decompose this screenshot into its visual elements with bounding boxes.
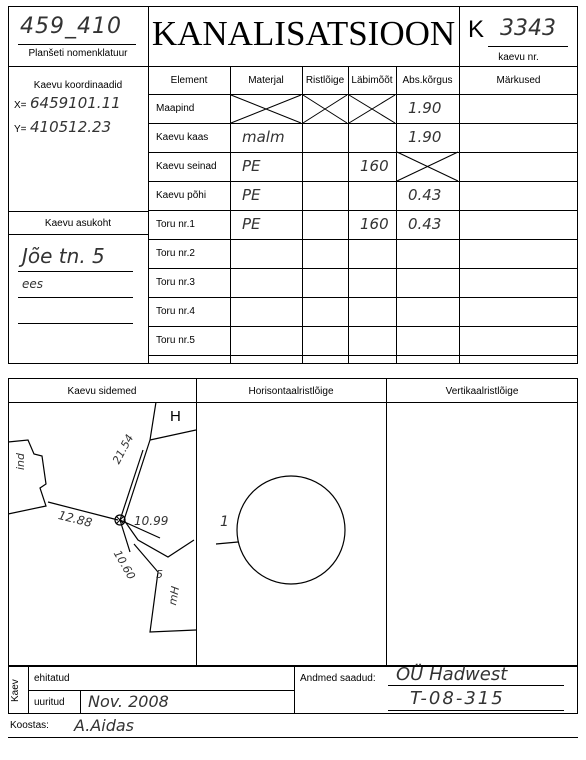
column-header-material: Materjal [248, 75, 284, 86]
row-label: Toru nr.2 [156, 248, 195, 259]
column-header-diameter: Läbimõõt [351, 75, 393, 86]
column-header-section: Ristlõige [305, 75, 345, 86]
tie-value: 10.60 [110, 548, 138, 582]
building-outline [124, 402, 194, 557]
horizontal-heading: Horisontaalristlõige [248, 386, 334, 397]
column-header-notes: Märkused [496, 75, 541, 86]
row-label: Kaevu seinad [156, 161, 217, 172]
table-cell: 1.90 [408, 128, 442, 146]
tie-value: 12.88 [56, 508, 94, 530]
table-cell: malm [242, 128, 285, 146]
cross-mark [231, 95, 301, 123]
building-label: ind [14, 452, 27, 470]
divider [28, 690, 294, 691]
pipe-label: 1 [220, 514, 229, 530]
well-circle [237, 476, 345, 584]
cross-mark [397, 152, 458, 181]
horizontal-section-drawing [196, 402, 386, 666]
tie-value: 21.54 [110, 432, 137, 467]
row-label: Maapind [156, 103, 195, 114]
location-line-2: ees [22, 277, 44, 291]
table-cell: 0.43 [408, 215, 442, 233]
well-ties-sketch [8, 402, 196, 666]
divider [386, 378, 387, 666]
divider [388, 710, 564, 711]
footer-side-label: Kaev [10, 679, 21, 702]
page-title: KANALISATSIOON [151, 14, 456, 53]
row-label: Toru nr.3 [156, 277, 195, 288]
well-label: kaevu nr. [498, 52, 539, 63]
data-from-label: Andmed saadud: [300, 673, 376, 684]
cross-mark [303, 95, 347, 123]
divider [388, 685, 564, 686]
column-header-element: Element [170, 75, 208, 86]
y-value: 410512.23 [30, 118, 112, 136]
table-cell: 0.43 [408, 186, 442, 204]
divider [80, 690, 81, 714]
table-cell: 1.90 [408, 99, 442, 117]
table-cell: 160 [360, 215, 389, 233]
row-label: Kaevu kaas [156, 132, 209, 143]
pipe-line [216, 542, 238, 544]
built-label: ehitatud [34, 673, 70, 684]
y-label: Y= [14, 124, 27, 135]
well-prefix: K [468, 16, 485, 43]
divider [8, 737, 578, 738]
building-label: mH [166, 585, 183, 607]
row-label: Toru nr.5 [156, 335, 195, 346]
building-label: H [170, 408, 181, 425]
building-outline [134, 544, 196, 632]
x-label: X= [14, 100, 27, 111]
vertical-heading: Vertikaalristlõige [445, 386, 519, 397]
row-label: Toru nr.4 [156, 306, 195, 317]
nomenclature-label: Planšeti nomenklatuur [28, 48, 128, 59]
table-cell: 160 [360, 157, 389, 175]
nomenclature-value: 459_410 [20, 14, 122, 39]
row-label: Toru nr.1 [156, 219, 195, 230]
location-heading: Kaevu asukoht [44, 218, 112, 229]
column-header-height: Abs.kõrgus [402, 75, 453, 86]
data-from-line-2: T-08-315 [410, 688, 505, 709]
tie-value: 10.99 [134, 514, 169, 528]
x-value: 6459101.11 [30, 94, 121, 112]
divider [294, 666, 295, 714]
building-label: 5 [156, 568, 163, 581]
building-outline [150, 430, 196, 440]
row-label: Kaevu põhi [156, 190, 207, 201]
surveyed-value: Nov. 2008 [88, 692, 169, 711]
well-number: 3343 [500, 16, 556, 41]
surveyed-label: uuritud [34, 697, 65, 708]
ties-heading: Kaevu sidemed [67, 386, 137, 397]
location-line-1: Jõe tn. 5 [22, 244, 105, 268]
data-from-line-1: OÜ Hadwest [396, 664, 508, 685]
table-cell: PE [242, 186, 261, 204]
compiled-label: Koostas: [10, 720, 49, 731]
coords-heading: Kaevu koordinaadid [33, 80, 123, 91]
table-cell: PE [242, 215, 261, 233]
table-cell: PE [242, 157, 261, 175]
compiled-value: A.Aidas [74, 716, 135, 735]
cross-mark [349, 95, 395, 123]
building-outline [8, 440, 46, 514]
